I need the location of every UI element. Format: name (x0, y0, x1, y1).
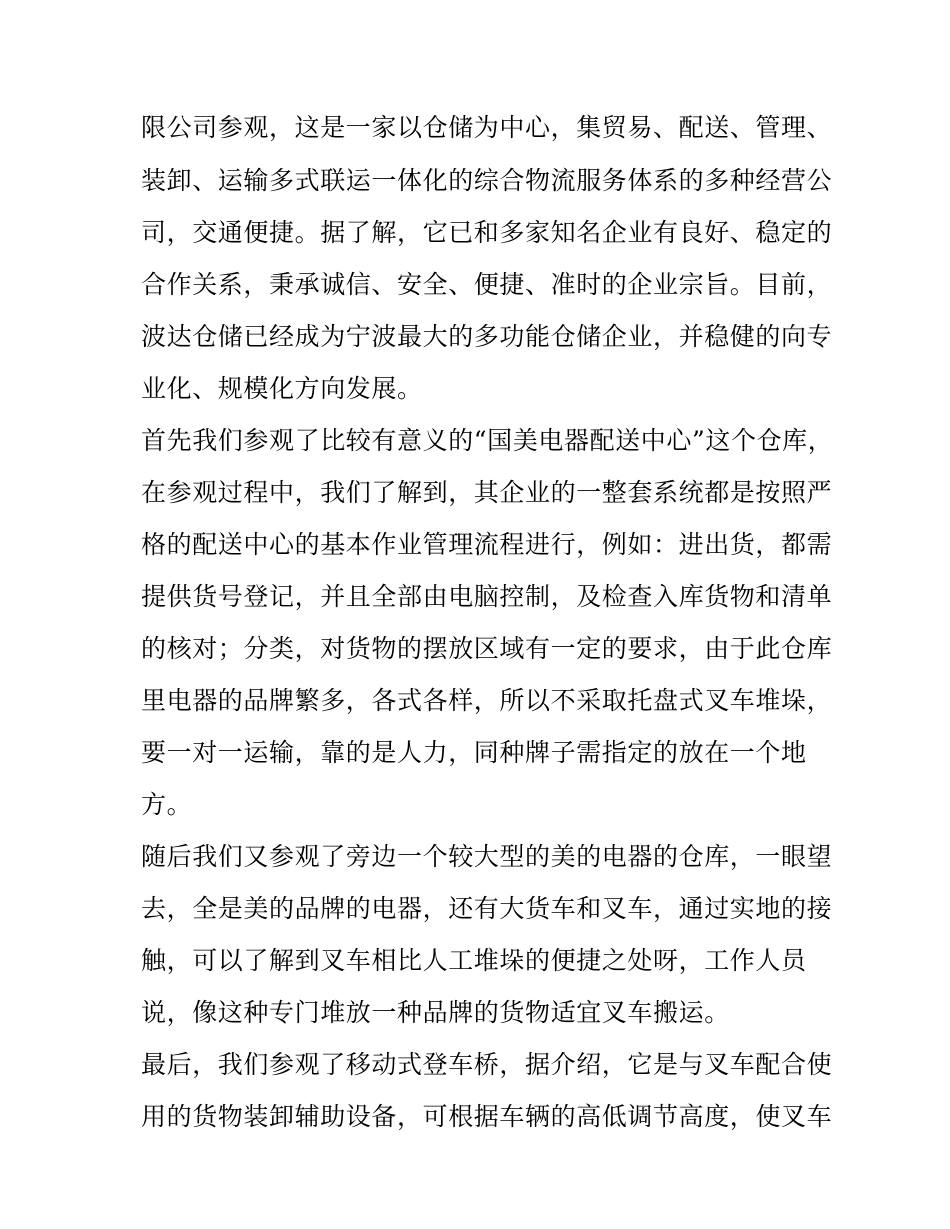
text-line: 司，交通便捷。据了解，它已和多家知名企业有良好、稳定的 (141, 218, 833, 247)
text-line: 的核对；分类，对货物的摆放区域有一定的要求，由于此仓库 (141, 634, 833, 663)
text-line: 要一对一运输，靠的是人力，同种牌子需指定的放在一个地 (141, 738, 807, 767)
text-line: 触，可以了解到叉车相比人工堆垛的便捷之处呀，工作人员 (141, 946, 807, 975)
text-line: 去，全是美的品牌的电器，还有大货车和叉车，通过实地的接 (141, 894, 833, 923)
text-line: 业化、规模化方向发展。 (141, 374, 423, 403)
text-line: 方。 (141, 790, 193, 819)
text-line: 最后，我们参观了移动式登车桥，据介绍，它是与叉车配合使 (141, 1050, 833, 1079)
text-line: 随后我们又参观了旁边一个较大型的美的电器的仓库，一眼望 (141, 842, 833, 871)
text-line: 格的配送中心的基本作业管理流程进行，例如：进出货，都需 (141, 530, 833, 559)
text-line: 说，像这种专门堆放一种品牌的货物适宜叉车搬运。 (141, 998, 730, 1027)
text-line: 提供货号登记，并且全部由电脑控制，及检查入库货物和清单 (141, 582, 833, 611)
text-line: 用的货物装卸辅助设备，可根据车辆的高低调节高度，使叉车 (141, 1102, 833, 1131)
text-line: 限公司参观，这是一家以仓储为中心，集贸易、配送、管理、 (141, 113, 833, 142)
text-line: 在参观过程中，我们了解到，其企业的一整套系统都是按照严 (141, 478, 833, 507)
text-line: 首先我们参观了比较有意义的“国美电器配送中心”这个仓库， (141, 426, 834, 455)
text-line: 装卸、运输多式联运一体化的综合物流服务体系的多种经营公 (141, 166, 833, 195)
text-line: 波达仓储已经成为宁波最大的多功能仓储企业，并稳健的向专 (141, 322, 833, 351)
text-line: 合作关系，秉承诚信、安全、便捷、准时的企业宗旨。目前， (141, 270, 833, 299)
text-line: 里电器的品牌繁多，各式各样，所以不采取托盘式叉车堆垛， (141, 686, 833, 715)
